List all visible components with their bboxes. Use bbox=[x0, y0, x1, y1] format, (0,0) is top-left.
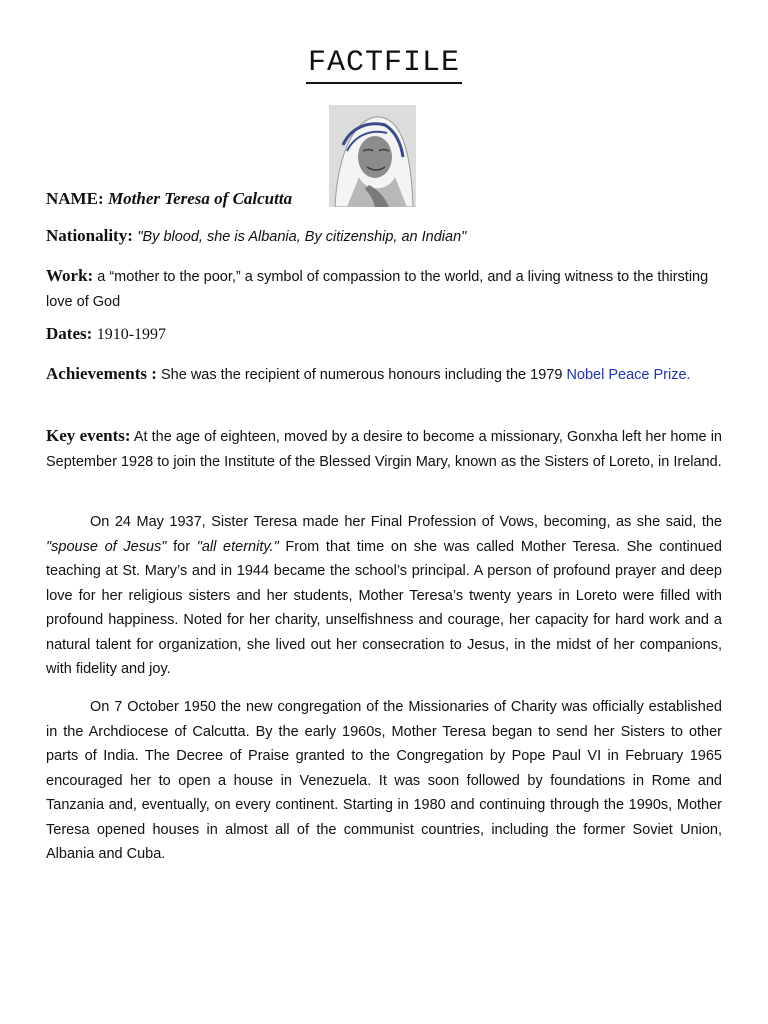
dates-label: Dates: bbox=[46, 324, 93, 343]
p2-text-a: On 24 May 1937, Sister Teresa made her Final Profession of Vows, becoming, as she said, the bbox=[90, 514, 722, 530]
dates-row bbox=[46, 324, 722, 344]
work-value: a “mother to the poor,” a symbol of compassion to the world, and a living witness to the thirsting love of God bbox=[46, 269, 709, 310]
achievements-label: Achievements : bbox=[46, 364, 157, 383]
page-title: FACTFILE bbox=[306, 46, 462, 84]
nationality-row bbox=[46, 226, 722, 246]
work-row bbox=[46, 263, 722, 315]
name-value: Mother Teresa of Calcutta bbox=[108, 189, 293, 208]
nationality-value: "By blood, she is Albania, By citizenship, an Indian" bbox=[137, 229, 467, 245]
p2-text-b: for bbox=[166, 538, 197, 555]
p2-quote-1: "spouse of Jesus" bbox=[46, 538, 167, 555]
p2-quote-2: "all eternity." bbox=[196, 538, 279, 555]
work-label: Work: bbox=[46, 266, 94, 285]
key-events-paragraph-3 bbox=[46, 695, 722, 867]
page-title-wrap bbox=[0, 46, 768, 84]
dates-value: 1910-1997 bbox=[96, 326, 167, 343]
achievements-text: She was the recipient of numerous honours including the 1979 bbox=[160, 367, 567, 383]
achievements-end: . bbox=[686, 367, 691, 383]
name-row bbox=[46, 189, 722, 209]
nationality-label: Nationality: bbox=[46, 226, 133, 245]
p3-text: On 7 October 1950 the new congregation of the Missionaries of Charity was officially established in the Archdiocese of Calcutta. By the early 1960s, Mother Teresa began to send her Sisters to other parts of India. The Decree of Praise granted to the Congregation by Pope Paul VI in February 1965 encouraged her to open a house in Venezuela. It was soon followed by foundations in Rome and Tanzania and, eventually, on every continent. Starting in 1980 and continuing through the 1990s, Mother Teresa opened houses in almost all of the communist countries, including the former Soviet Union, Albania and Cuba. bbox=[46, 699, 722, 862]
achievements-row bbox=[46, 361, 722, 388]
p2-text-c: From that time on she was called Mother Teresa. She continued teaching at St. Mary’s and in 1944 became the school’s principal. A person of profound prayer and deep love for her religious sisters and her students, Mother Teresa’s twenty years in Loreto were filled with profound happiness. Noted for her charity, unselfishness and courage, her capacity for hard work and a natural talent for organization, she lived out her consecration to Jesus, in the midst of her companions, with fidelity and joy. bbox=[46, 538, 722, 677]
nobel-prize-link[interactable]: Nobel Peace Prize bbox=[566, 367, 687, 383]
key-events-label: Key events: bbox=[46, 426, 131, 445]
name-label: NAME: bbox=[46, 189, 104, 208]
key-events-intro-text: At the age of eighteen, moved by a desire to become a missionary, Gonxha left her home in September 1928 to join the Institute of the Blessed Virgin Mary, known as the Sisters of Loreto, in Ireland. bbox=[46, 429, 722, 470]
key-events-paragraph-2 bbox=[46, 510, 722, 682]
key-events-intro bbox=[46, 424, 722, 474]
